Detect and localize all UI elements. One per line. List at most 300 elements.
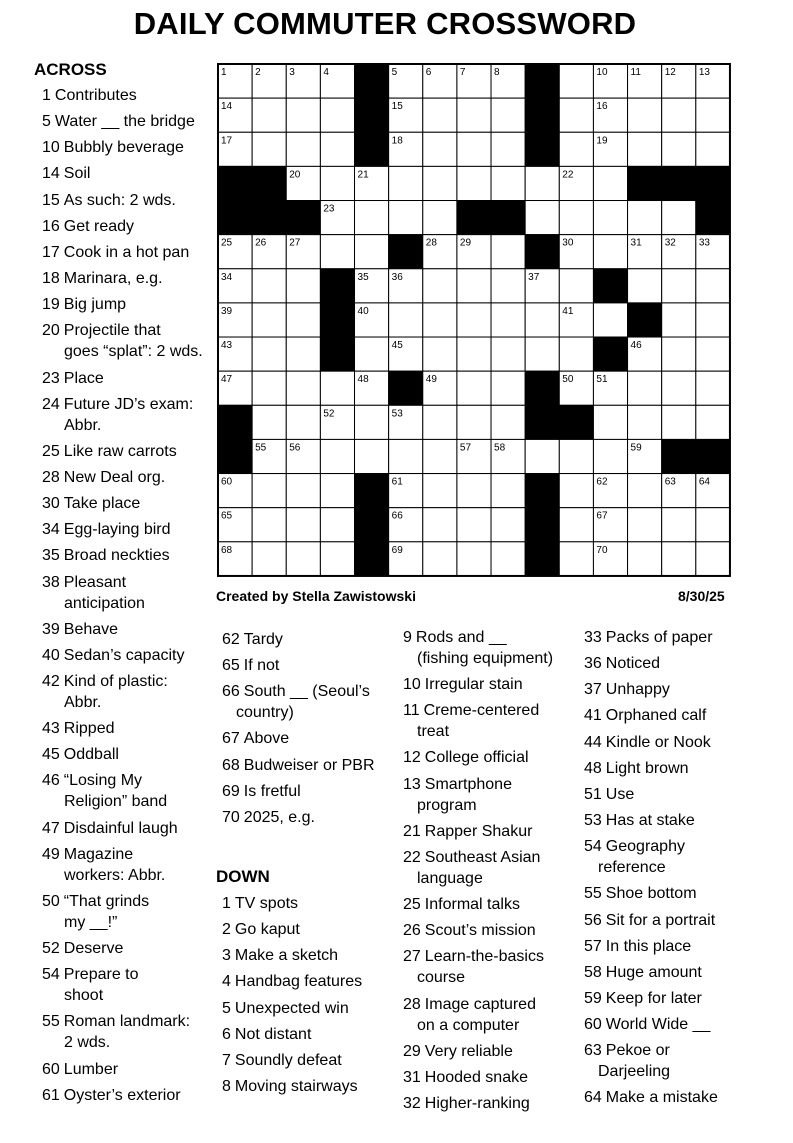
- grid-cell[interactable]: [389, 439, 423, 473]
- clue-text: Soundly defeat: [234, 1051, 342, 1069]
- clue-text-continued: goes “splat”: 2 wds.: [64, 343, 203, 361]
- grid-cell[interactable]: [662, 405, 696, 439]
- grid-cell[interactable]: [423, 303, 457, 337]
- down-clue[interactable]: [222, 1050, 394, 1071]
- grid-cell[interactable]: [662, 542, 696, 576]
- grid-cell[interactable]: [286, 508, 320, 542]
- down-clue[interactable]: [222, 1076, 394, 1097]
- grid-cell[interactable]: [423, 439, 457, 473]
- clue-number: 12: [403, 749, 421, 767]
- down-clue[interactable]: [584, 836, 756, 878]
- across-clue[interactable]: [222, 755, 394, 776]
- grid-block: [286, 201, 320, 235]
- grid-cell[interactable]: [696, 303, 730, 337]
- grid-block: [218, 201, 252, 235]
- grid-cell[interactable]: [593, 235, 627, 269]
- clue-number: 6: [222, 1025, 231, 1043]
- grid-cell[interactable]: [491, 508, 525, 542]
- grid-cell[interactable]: [559, 201, 593, 235]
- clue-number: 41: [584, 707, 602, 725]
- down-clue[interactable]: [403, 894, 575, 915]
- across-clue[interactable]: [42, 964, 214, 1006]
- down-clue[interactable]: [584, 627, 756, 648]
- grid-cell[interactable]: [320, 98, 354, 132]
- clue-text-continued: on a computer: [417, 1016, 520, 1034]
- grid-cell[interactable]: [457, 132, 491, 166]
- clue-text: Take place: [63, 495, 141, 513]
- clue-number: 22: [403, 848, 421, 866]
- grid-cell[interactable]: [696, 405, 730, 439]
- grid-cell[interactable]: [559, 337, 593, 371]
- across-clue[interactable]: [222, 807, 394, 828]
- across-clue[interactable]: [42, 844, 214, 886]
- clue-number: 5: [222, 999, 231, 1017]
- down-clue[interactable]: [403, 1093, 575, 1114]
- grid-cell[interactable]: [423, 405, 457, 439]
- down-clue[interactable]: [222, 893, 394, 914]
- grid-cell[interactable]: [491, 269, 525, 303]
- grid-cell[interactable]: [423, 201, 457, 235]
- grid-cell[interactable]: [696, 371, 730, 405]
- grid-block: [389, 371, 423, 405]
- grid-cell[interactable]: [286, 542, 320, 576]
- grid-cell[interactable]: [457, 337, 491, 371]
- across-clue[interactable]: [42, 467, 214, 488]
- grid-cell[interactable]: [525, 201, 559, 235]
- across-clue[interactable]: [42, 294, 214, 315]
- cell-number: 43: [221, 340, 233, 352]
- clue-number: 32: [403, 1094, 421, 1112]
- clue-number: 47: [42, 819, 60, 837]
- grid-cell[interactable]: [286, 303, 320, 337]
- clue-number: 10: [403, 676, 421, 694]
- grid-cell[interactable]: [559, 474, 593, 508]
- cell-number: 40: [357, 305, 369, 317]
- grid-cell[interactable]: [320, 235, 354, 269]
- down-clue[interactable]: [403, 674, 575, 695]
- grid-cell[interactable]: [252, 508, 286, 542]
- cell-number: 57: [459, 442, 472, 454]
- cell-number: 66: [391, 510, 403, 522]
- cell-number: 53: [391, 408, 403, 420]
- grid-cell[interactable]: [457, 303, 491, 337]
- grid-block: [218, 439, 252, 473]
- grid-cell[interactable]: [457, 371, 491, 405]
- grid-cell[interactable]: [491, 132, 525, 166]
- grid-cell[interactable]: [559, 508, 593, 542]
- grid-cell[interactable]: [320, 371, 354, 405]
- cell-number: 14: [221, 101, 233, 113]
- clue-text: Lumber: [63, 1060, 119, 1078]
- grid-cell[interactable]: [389, 303, 423, 337]
- across-clue[interactable]: [42, 1011, 214, 1053]
- across-clue[interactable]: [42, 85, 214, 106]
- clue-number: 23: [42, 369, 60, 387]
- grid-cell[interactable]: [389, 201, 423, 235]
- cell-number: 39: [221, 305, 233, 317]
- grid-cell[interactable]: [525, 439, 559, 473]
- grid-cell[interactable]: [628, 269, 662, 303]
- cell-number: 25: [221, 237, 233, 249]
- grid-block: [696, 166, 730, 200]
- grid-cell[interactable]: [662, 508, 696, 542]
- grid-cell[interactable]: [662, 371, 696, 405]
- down-clue[interactable]: [403, 920, 575, 941]
- grid-cell[interactable]: [662, 303, 696, 337]
- grid-cell[interactable]: [662, 98, 696, 132]
- grid-cell[interactable]: [491, 98, 525, 132]
- grid-cell[interactable]: [628, 542, 662, 576]
- clue-number: 8: [222, 1078, 231, 1096]
- cell-number: 6: [425, 67, 432, 78]
- grid-cell[interactable]: [559, 439, 593, 473]
- grid-cell[interactable]: [457, 474, 491, 508]
- clue-text: Get ready: [63, 217, 135, 235]
- clue-text: Image captured: [424, 995, 536, 1013]
- grid-cell[interactable]: [355, 405, 389, 439]
- across-clue[interactable]: [42, 441, 214, 462]
- grid-block: [525, 132, 559, 166]
- grid-cell[interactable]: [491, 166, 525, 200]
- clue-number: 33: [584, 629, 602, 646]
- clue-number: 42: [42, 673, 60, 690]
- grid-cell[interactable]: [286, 371, 320, 405]
- clue-number: 61: [42, 1086, 60, 1104]
- across-clue[interactable]: [42, 519, 214, 540]
- clue-number: 2: [222, 921, 231, 939]
- clue-number: 15: [42, 191, 60, 209]
- clue-number: 13: [403, 775, 421, 793]
- grid-cell[interactable]: [457, 98, 491, 132]
- across-clue[interactable]: [42, 645, 214, 666]
- cell-number: 30: [562, 237, 574, 249]
- down-clue[interactable]: [403, 946, 575, 988]
- grid-cell[interactable]: [491, 371, 525, 405]
- across-clue[interactable]: [42, 545, 214, 566]
- grid-cell[interactable]: [355, 337, 389, 371]
- grid-cell[interactable]: [628, 201, 662, 235]
- clue-text: Deserve: [63, 940, 124, 958]
- grid-cell[interactable]: [696, 269, 730, 303]
- grid-cell[interactable]: [286, 98, 320, 132]
- clue-text: Go kaput: [234, 921, 300, 939]
- clue-number: 51: [584, 785, 602, 803]
- grid-cell[interactable]: [628, 474, 662, 508]
- down-clue[interactable]: [584, 810, 756, 831]
- grid-cell[interactable]: [320, 132, 354, 166]
- down-clue[interactable]: [584, 962, 756, 983]
- across-clue[interactable]: [42, 619, 214, 640]
- grid-cell[interactable]: [696, 542, 730, 576]
- clue-text: Handbag features: [234, 973, 363, 991]
- grid-cell[interactable]: [593, 405, 627, 439]
- grid-cell[interactable]: [696, 98, 730, 132]
- cell-number: 15: [391, 101, 403, 113]
- cell-number: 23: [323, 203, 335, 215]
- clue-text: Learn-the-basics: [424, 948, 544, 966]
- clue-number: 3: [222, 947, 231, 965]
- grid-cell[interactable]: [593, 303, 627, 337]
- clue-number: 49: [42, 845, 60, 863]
- across-clue[interactable]: [42, 137, 214, 158]
- clue-text-continued: (fishing equipment): [417, 650, 554, 667]
- grid-cell[interactable]: [252, 303, 286, 337]
- clue-number: 4: [222, 973, 231, 991]
- grid-cell[interactable]: [423, 474, 457, 508]
- cell-number: 67: [596, 510, 608, 522]
- across-clue[interactable]: [42, 163, 214, 184]
- clue-text: Cook in a hot pan: [63, 243, 190, 261]
- grid-cell[interactable]: [593, 166, 627, 200]
- clue-text: Geography: [605, 838, 685, 856]
- grid-cell[interactable]: [320, 474, 354, 508]
- down-clue[interactable]: [584, 883, 756, 904]
- down-clue[interactable]: [584, 988, 756, 1009]
- down-clue[interactable]: [222, 998, 394, 1019]
- clue-text: Huge amount: [605, 963, 702, 981]
- across-clue[interactable]: [42, 572, 214, 614]
- grid-cell[interactable]: [491, 405, 525, 439]
- grid-cell[interactable]: [628, 132, 662, 166]
- grid-cell[interactable]: [457, 405, 491, 439]
- clue-number: 60: [584, 1016, 602, 1034]
- grid-cell[interactable]: [559, 269, 593, 303]
- grid-cell[interactable]: [252, 269, 286, 303]
- clue-text-continued: shoot: [64, 987, 104, 1005]
- grid-cell[interactable]: [252, 98, 286, 132]
- clue-text: Tardy: [243, 631, 283, 648]
- down-clue[interactable]: [403, 994, 575, 1036]
- grid-cell[interactable]: [628, 405, 662, 439]
- down-clue[interactable]: [584, 1040, 756, 1082]
- grid-cell[interactable]: [457, 542, 491, 576]
- grid-cell[interactable]: [491, 337, 525, 371]
- down-clue[interactable]: [403, 774, 575, 816]
- clue-text: Bubbly beverage: [63, 139, 184, 157]
- grid-svg[interactable]: [217, 63, 731, 577]
- grid-cell[interactable]: [559, 542, 593, 576]
- grid-cell[interactable]: [286, 132, 320, 166]
- grid-cell[interactable]: [252, 337, 286, 371]
- clue-number: 25: [403, 896, 421, 914]
- clue-text: Informal talks: [424, 896, 520, 914]
- grid-cell[interactable]: [525, 166, 559, 200]
- across-clue[interactable]: [42, 938, 214, 959]
- down-clue[interactable]: [584, 679, 756, 700]
- across-clue[interactable]: [42, 1059, 214, 1080]
- grid-block: [252, 166, 286, 200]
- across-clue[interactable]: [42, 1085, 214, 1106]
- grid-cell[interactable]: [696, 132, 730, 166]
- grid-cell[interactable]: [252, 132, 286, 166]
- grid-cell[interactable]: [491, 474, 525, 508]
- grid-cell[interactable]: [355, 201, 389, 235]
- down-clue[interactable]: [403, 1041, 575, 1062]
- clue-text-continued: language: [417, 869, 483, 887]
- grid-cell[interactable]: [593, 439, 627, 473]
- down-clue[interactable]: [584, 936, 756, 957]
- down-clue[interactable]: [403, 847, 575, 889]
- clue-number: 29: [403, 1042, 421, 1060]
- clue-number: 57: [584, 937, 602, 955]
- grid-cell[interactable]: [457, 269, 491, 303]
- down-clue[interactable]: [584, 910, 756, 931]
- across-clue[interactable]: [42, 744, 214, 765]
- grid-cell[interactable]: [423, 98, 457, 132]
- down-clue[interactable]: [403, 747, 575, 768]
- clue-number: 14: [42, 165, 60, 183]
- clue-text: Make a mistake: [605, 1089, 718, 1107]
- clue-number: 64: [584, 1089, 602, 1107]
- down-clue[interactable]: [222, 919, 394, 940]
- grid-cell[interactable]: [628, 98, 662, 132]
- across-clue[interactable]: [42, 493, 214, 514]
- grid-cell[interactable]: [628, 508, 662, 542]
- down-clue[interactable]: [403, 627, 575, 669]
- down-clue[interactable]: [222, 945, 394, 966]
- across-clue[interactable]: [42, 718, 214, 739]
- down-clue[interactable]: [584, 1014, 756, 1035]
- grid-cell[interactable]: [423, 166, 457, 200]
- cell-number: 49: [425, 374, 437, 386]
- grid-cell[interactable]: [286, 269, 320, 303]
- clue-text: Contributes: [54, 87, 137, 104]
- clue-number: 60: [42, 1060, 60, 1078]
- puzzle-credit: Created by Stella Zawistowski: [216, 588, 416, 604]
- grid-block: [320, 269, 354, 303]
- across-clue[interactable]: [222, 655, 394, 676]
- down-clue[interactable]: [222, 971, 394, 992]
- clue-number: 44: [584, 733, 602, 751]
- down-clue[interactable]: [584, 732, 756, 753]
- cell-number: 21: [357, 169, 369, 181]
- cell-number: 13: [698, 67, 710, 78]
- grid-cell[interactable]: [457, 166, 491, 200]
- across-clue[interactable]: [42, 891, 214, 933]
- across-clue[interactable]: [42, 394, 214, 436]
- grid-cell[interactable]: [423, 337, 457, 371]
- grid-cell[interactable]: [252, 371, 286, 405]
- grid-cell[interactable]: [457, 508, 491, 542]
- grid-cell[interactable]: [423, 132, 457, 166]
- grid-cell[interactable]: [423, 508, 457, 542]
- grid-cell[interactable]: [355, 235, 389, 269]
- grid-cell[interactable]: [696, 337, 730, 371]
- grid-block: [355, 474, 389, 508]
- clue-text: Irregular stain: [424, 676, 523, 694]
- clue-text: Place: [63, 369, 104, 387]
- grid-cell[interactable]: [423, 542, 457, 576]
- across-clue[interactable]: [42, 368, 214, 389]
- cell-number: 56: [289, 442, 301, 454]
- clue-text: “That grinds: [63, 892, 150, 910]
- grid-cell[interactable]: [320, 508, 354, 542]
- down-clue[interactable]: [584, 1087, 756, 1108]
- down-clue[interactable]: [403, 1067, 575, 1088]
- cell-number: 63: [664, 476, 676, 488]
- grid-cell[interactable]: [525, 337, 559, 371]
- clue-text: Shoe bottom: [605, 885, 697, 903]
- down-clue[interactable]: [584, 758, 756, 779]
- grid-block: [389, 235, 423, 269]
- grid-block: [355, 508, 389, 542]
- grid-cell[interactable]: [320, 439, 354, 473]
- grid-cell[interactable]: [491, 235, 525, 269]
- grid-block: [662, 166, 696, 200]
- grid-cell[interactable]: [593, 201, 627, 235]
- across-clue[interactable]: [222, 781, 394, 802]
- across-clue[interactable]: [42, 190, 214, 211]
- across-clue[interactable]: [42, 671, 214, 713]
- grid-cell[interactable]: [559, 132, 593, 166]
- down-clue[interactable]: [584, 653, 756, 674]
- across-clue[interactable]: [42, 320, 214, 362]
- down-clue[interactable]: [584, 705, 756, 726]
- down-clue[interactable]: [584, 784, 756, 805]
- clue-text: Very reliable: [424, 1042, 513, 1060]
- grid-cell[interactable]: [628, 371, 662, 405]
- across-clue[interactable]: [42, 216, 214, 237]
- grid-cell[interactable]: [286, 337, 320, 371]
- down-clue[interactable]: [403, 700, 575, 742]
- grid-cell[interactable]: [252, 542, 286, 576]
- grid-cell[interactable]: [696, 508, 730, 542]
- across-clue[interactable]: [222, 681, 394, 723]
- grid-cell[interactable]: [252, 405, 286, 439]
- grid-cell[interactable]: [355, 439, 389, 473]
- across-clue[interactable]: [42, 111, 214, 132]
- grid-cell[interactable]: [662, 132, 696, 166]
- grid-cell[interactable]: [286, 405, 320, 439]
- grid-cell[interactable]: [389, 166, 423, 200]
- grid-cell[interactable]: [559, 64, 593, 98]
- grid-cell[interactable]: [491, 303, 525, 337]
- down-clue[interactable]: [222, 1024, 394, 1045]
- grid-cell[interactable]: [320, 542, 354, 576]
- grid-block: [355, 132, 389, 166]
- across-clue[interactable]: [222, 728, 394, 749]
- clue-text: Broad neckties: [63, 547, 170, 565]
- grid-cell[interactable]: [286, 474, 320, 508]
- grid-cell[interactable]: [491, 542, 525, 576]
- clue-number: 20: [42, 322, 60, 340]
- grid-cell[interactable]: [252, 474, 286, 508]
- down-clue[interactable]: [403, 821, 575, 842]
- across-clue[interactable]: [42, 242, 214, 263]
- grid-cell[interactable]: [423, 269, 457, 303]
- grid-cell[interactable]: [525, 303, 559, 337]
- across-clue[interactable]: [42, 770, 214, 812]
- crossword-grid[interactable]: [218, 64, 730, 576]
- clue-number: 34: [42, 521, 60, 539]
- cell-number: 36: [391, 271, 403, 283]
- clue-text: Pleasant: [63, 573, 127, 591]
- grid-cell[interactable]: [662, 201, 696, 235]
- grid-cell[interactable]: [559, 98, 593, 132]
- across-clue[interactable]: [42, 268, 214, 289]
- grid-cell[interactable]: [662, 269, 696, 303]
- clue-number: 45: [42, 746, 60, 764]
- across-clue[interactable]: [222, 629, 394, 650]
- clue-number: 46: [42, 772, 60, 790]
- grid-cell[interactable]: [662, 337, 696, 371]
- grid-block: [525, 474, 559, 508]
- grid-block: [525, 98, 559, 132]
- cell-number: 70: [596, 544, 608, 556]
- grid-cell[interactable]: [320, 166, 354, 200]
- clue-text: Roman landmark:: [63, 1013, 191, 1031]
- across-clue[interactable]: [42, 818, 214, 839]
